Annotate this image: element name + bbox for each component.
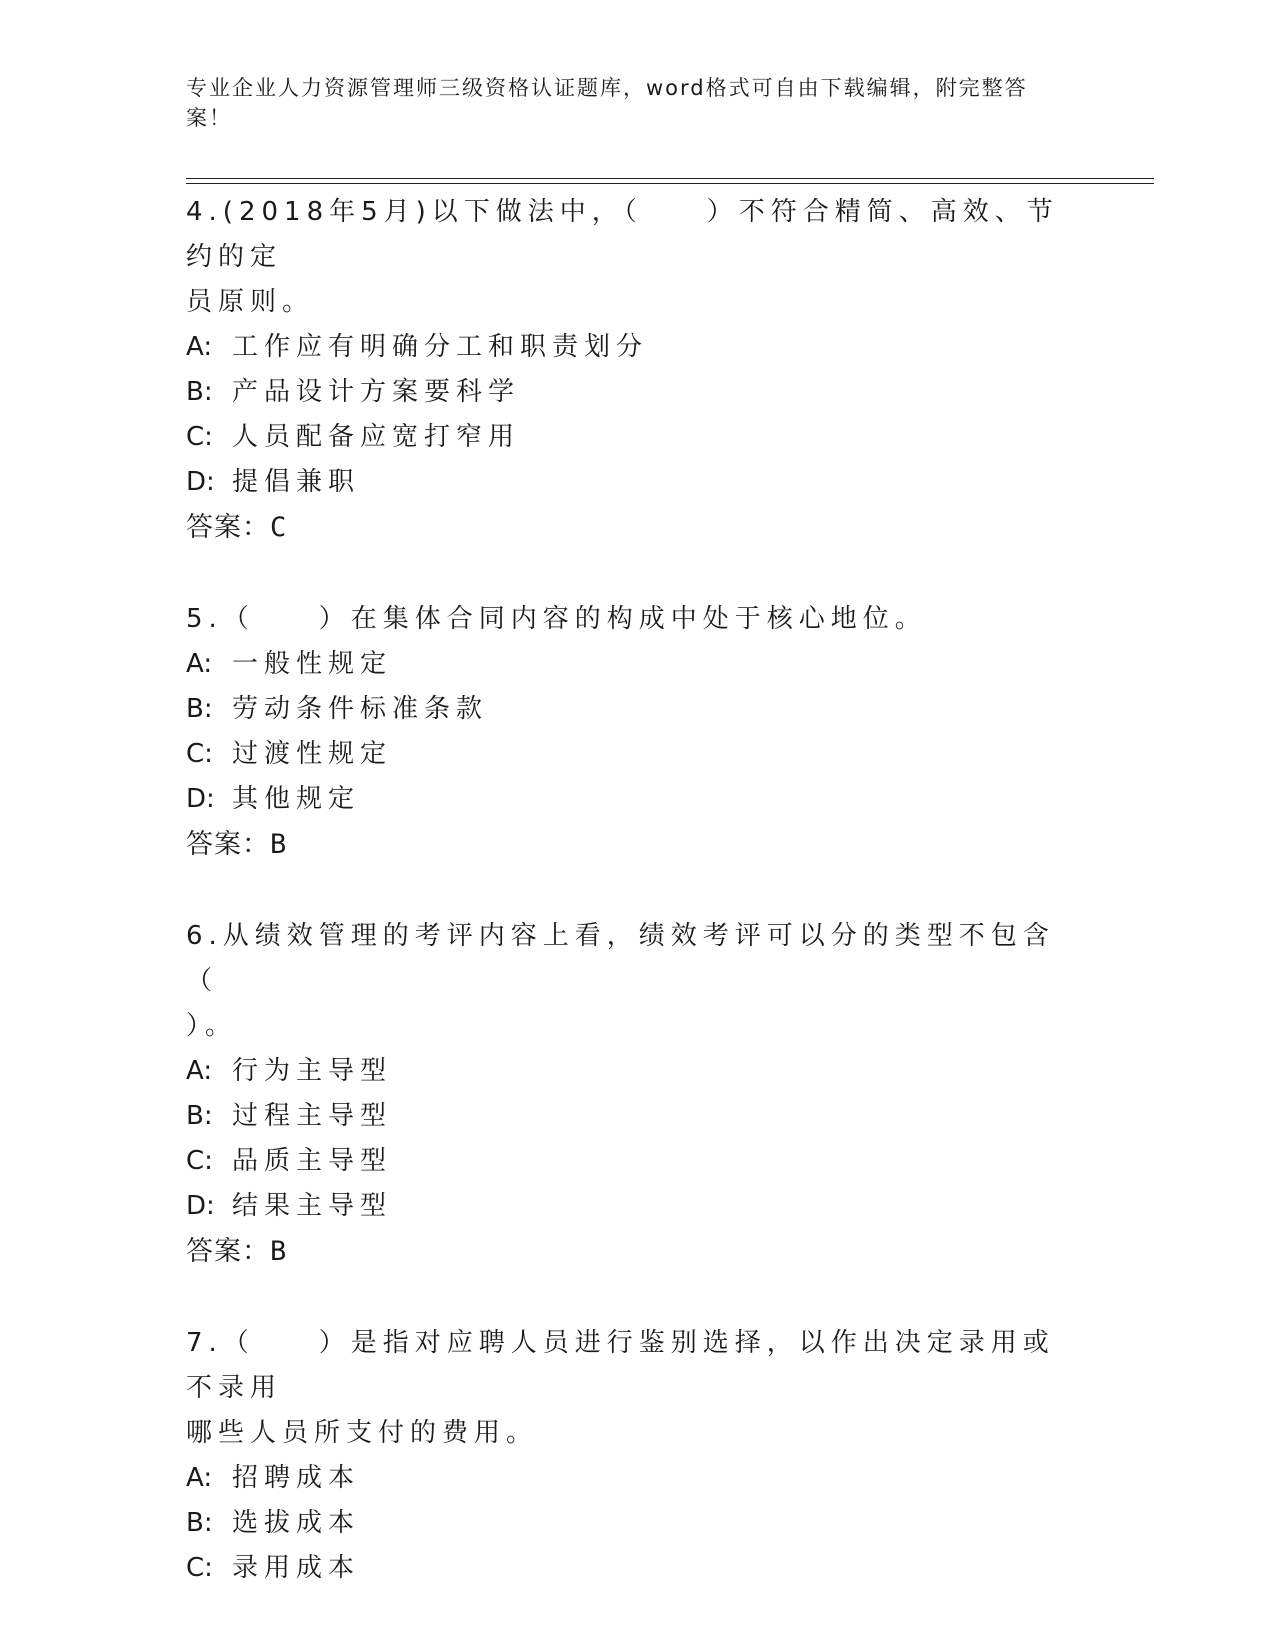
option-key: D: — [186, 1191, 215, 1221]
option-c — [186, 732, 1086, 777]
answer-value: C — [270, 512, 288, 543]
question-text-line1: 5.（ ）在集体合同内容的构成中处于核心地位。 — [186, 604, 927, 634]
option-b — [186, 687, 1086, 732]
option-text: 品质主导型 — [232, 1146, 393, 1176]
document-header-intro: 专业企业人力资源管理师三级资格认证题库，word格式可自由下载编辑，附完整答案！ — [186, 76, 1028, 130]
option-key: B: — [186, 1508, 213, 1538]
option-c — [186, 1546, 1086, 1591]
option-a — [186, 642, 1086, 687]
option-a — [186, 1456, 1086, 1501]
header-divider-top — [186, 178, 1154, 179]
option-text: 选拔成本 — [232, 1508, 361, 1538]
option-key: D: — [186, 784, 215, 814]
option-text: 过程主导型 — [232, 1101, 393, 1131]
option-b — [186, 1501, 1086, 1546]
option-text: 过渡性规定 — [232, 739, 393, 769]
option-key: C: — [186, 739, 213, 769]
option-a — [186, 325, 1086, 370]
option-text: 招聘成本 — [232, 1463, 361, 1493]
question-text-line2: 哪些人员所支付的费用。 — [186, 1418, 539, 1448]
question-list — [186, 190, 1086, 1591]
option-text: 提倡兼职 — [232, 467, 361, 497]
option-c — [186, 415, 1086, 460]
question-7 — [186, 1321, 1086, 1591]
option-key: A: — [186, 1463, 213, 1493]
question-4 — [186, 190, 1086, 550]
option-b — [186, 1094, 1086, 1139]
answer-label: 答案： — [186, 512, 270, 543]
question-text-line2: ）。 — [186, 1011, 238, 1041]
header-divider-bottom — [186, 183, 1154, 184]
option-key: B: — [186, 1101, 213, 1131]
answer-value: B — [270, 829, 288, 860]
answer-line — [186, 822, 1086, 867]
question-6 — [186, 914, 1086, 1274]
option-a — [186, 1049, 1086, 1094]
question-5 — [186, 597, 1086, 867]
option-key: C: — [186, 422, 213, 452]
answer-label: 答案： — [186, 1236, 270, 1267]
option-text: 其他规定 — [232, 784, 361, 814]
option-key: C: — [186, 1146, 213, 1176]
option-key: C: — [186, 1553, 213, 1583]
option-key: B: — [186, 694, 213, 724]
option-text: 结果主导型 — [232, 1191, 393, 1221]
answer-value: B — [270, 1236, 288, 1267]
question-text-line1: 4.(2018年5月)以下做法中，（ ）不符合精简、高效、节约的定 — [186, 197, 1059, 272]
option-d — [186, 777, 1086, 822]
option-key: B: — [186, 377, 213, 407]
option-text: 人员配备应宽打窄用 — [232, 422, 521, 452]
option-key: D: — [186, 467, 215, 497]
option-b — [186, 370, 1086, 415]
option-text: 行为主导型 — [232, 1056, 393, 1086]
option-key: A: — [186, 332, 213, 362]
question-text-line1: 6.从绩效管理的考评内容上看，绩效考评可以分的类型不包含（ — [186, 921, 1055, 996]
option-text: 产品设计方案要科学 — [232, 377, 521, 407]
option-c — [186, 1139, 1086, 1184]
option-text: 工作应有明确分工和职责划分 — [232, 332, 649, 362]
option-d — [186, 460, 1086, 505]
option-key: A: — [186, 1056, 213, 1086]
option-text: 一般性规定 — [232, 649, 393, 679]
answer-line — [186, 1229, 1086, 1274]
option-text: 劳动条件标准条款 — [232, 694, 489, 724]
option-key: A: — [186, 649, 213, 679]
answer-line — [186, 505, 1086, 550]
question-text-line2: 员原则。 — [186, 287, 315, 317]
question-text-line1: 7.（ ）是指对应聘人员进行鉴别选择，以作出决定录用或不录用 — [186, 1328, 1055, 1403]
option-text: 录用成本 — [232, 1553, 361, 1583]
option-d — [186, 1184, 1086, 1229]
answer-label: 答案： — [186, 829, 270, 860]
